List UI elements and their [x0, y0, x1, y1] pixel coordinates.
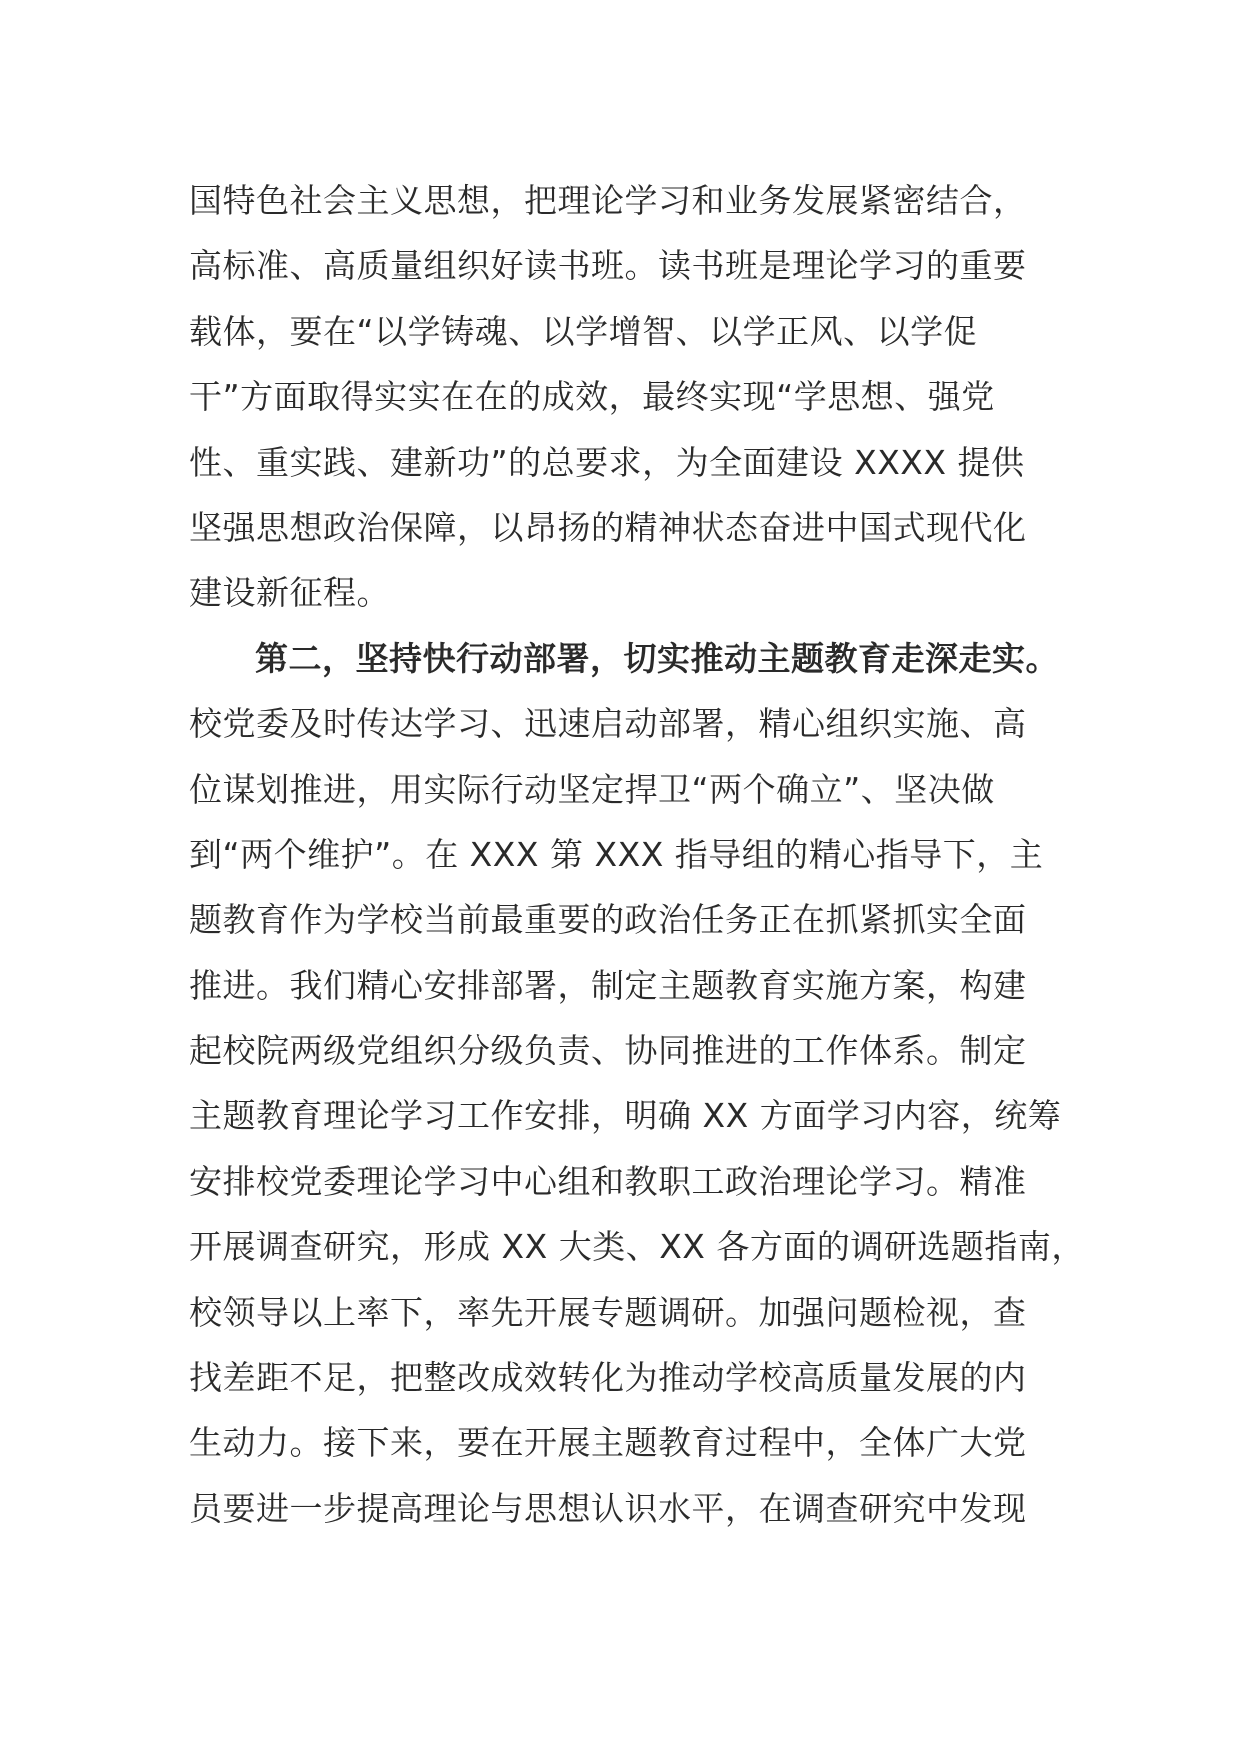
paragraph-2-line: 找差距不足，把整改成效转化为推动学校高质量发展的内	[189, 1358, 1027, 1398]
paragraph-2-line: 推进。我们精心安排部署，制定主题教育实施方案，构建	[189, 965, 1027, 1005]
paragraph-2-line: 生动力。接下来，要在开展主题教育过程中，全体广大党	[189, 1423, 1027, 1463]
paragraph-1-line: 建设新征程。	[189, 573, 390, 613]
paragraph-1-line: 性、重实践、建新功”的总要求，为全面建设 XXXX 提供	[189, 442, 1025, 482]
paragraph-2-line: 主题教育理论学习工作安排，明确 XX 方面学习内容，统筹	[189, 1096, 1062, 1136]
paragraph-2-line: 题教育作为学校当前最重要的政治任务正在抓紧抓实全面	[189, 900, 1027, 940]
paragraph-1-line: 高标准、高质量组织好读书班。读书班是理论学习的重要	[189, 246, 1027, 286]
paragraph-2-line: 开展调查研究，形成 XX 大类、XX 各方面的调研选题指南，	[189, 1227, 1085, 1267]
paragraph-2-line: 到“两个维护”。在 XXX 第 XXX 指导组的精心指导下，主	[189, 834, 1044, 874]
document-body	[189, 168, 1085, 1541]
paragraph-1-line: 国特色社会主义思想，把理论学习和业务发展紧密结合，	[189, 181, 1027, 220]
paragraph-1-line: 坚强思想政治保障，以昂扬的精神状态奋进中国式现代化	[189, 507, 1027, 547]
paragraph-2-heading: 第二，坚持快行动部署，切实推动主题教育走深走实。	[255, 638, 1059, 678]
paragraph-2-line: 员要进一步提高理论与思想认识水平，在调查研究中发现	[189, 1488, 1027, 1528]
paragraph-1-line: 载体，要在“以学铸魂、以学增智、以学正风、以学促	[189, 311, 978, 351]
paragraph-2-line: 校领导以上率下，率先开展专题调研。加强问题检视，查	[189, 1292, 1027, 1332]
paragraph-2-line: 位谋划推进，用实际行动坚定捍卫“两个确立”、坚决做	[189, 769, 995, 809]
paragraph-2-line: 安排校党委理论学习中心组和教职工政治理论学习。精准	[189, 1161, 1027, 1201]
paragraph-2-line: 起校院两级党组织分级负责、协同推进的工作体系。制定	[189, 1031, 1027, 1071]
paragraph-2-line: 校党委及时传达学习、迅速启动部署，精心组织实施、高	[189, 704, 1027, 744]
paragraph-1-line: 干”方面取得实实在在的成效，最终实现“学思想、强党	[189, 377, 995, 417]
